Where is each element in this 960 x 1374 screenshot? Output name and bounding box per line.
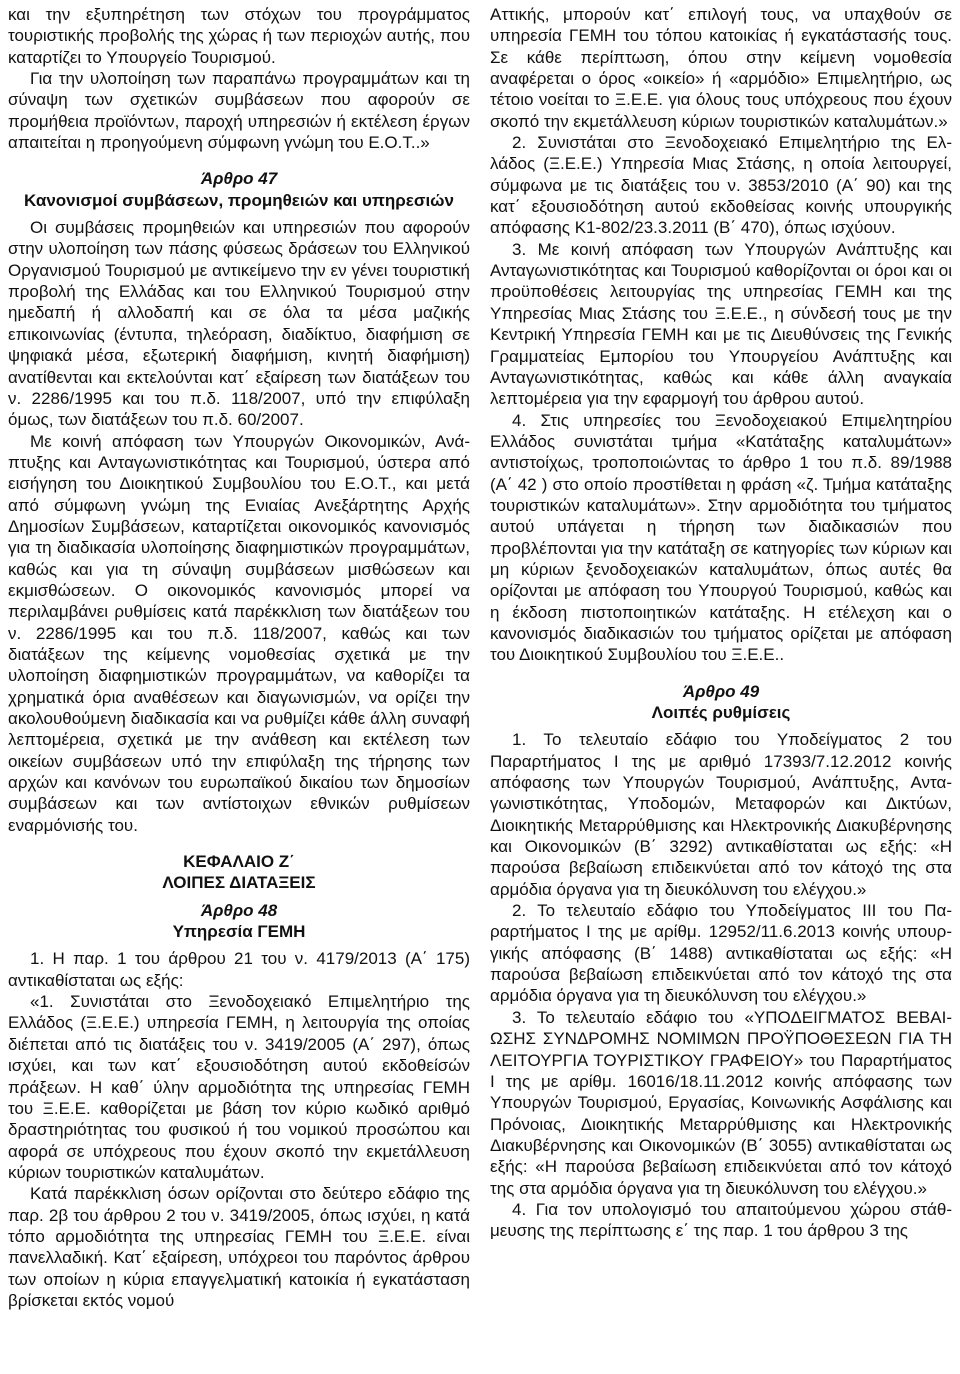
chapter-heading: ΚΕΦΑΛΑΙΟ Ζ΄ (183, 852, 295, 872)
article-47-number: Άρθρο 47 (200, 169, 278, 189)
paragraph: 1. Η παρ. 1 του άρθρου 21 του ν. 4179/2013 (Α΄ 175) αντικαθίσταται ως εξής: (8, 949, 470, 990)
chapter-title: ΛΟΙΠΕΣ ΔΙΑΤΑΞΕΙΣ (162, 873, 316, 893)
paragraph: 4. Στις υπηρεσίες του Ξενοδοχειακού Επιμελητηρίου Ελλάδος συνιστάται τμήμα «Κατάταξης καταλυμάτων» αντιστοίχως, τροποποιώντας το άρθρο 1 του π.δ. 89/1988 (Α΄ 42 ) στο οποίο προστίθεται η φράση «ζ. Τμήμα κατάταξης τουριστικών καταλυμάτων». Στην αρμοδιότητα του τμήματος αυτού υπάγεται η τήρηση των διαδικασιών που προβλέπονται για την κατάταξη σε κατηγορίες των κύριων και μη κύριων ξενοδοχειακών καταλυμάτων, όπως αυτές θα ορίζονται με απόφαση του Υπουργού Τουρισμού, καθώς και η έκδοση πιστοποιητικών κατάταξης. Η ετέλεχση και ο κανονισμός διαδικασιών του τμήματος ορίζεται με απόφαση του Διοικητικού Συμβουλίου του Ξ.Ε.Ε.. (490, 410, 952, 665)
paragraph: 4. Για τον υπολογισμό του απαιτούμενου χώρου στάθμευσης της περίπτωσης ε΄ της παρ. 1 του άρθρου 3 της (490, 1199, 952, 1241)
right-column (490, 4, 952, 1242)
paragraph: Κατά παρέκκλιση όσων ορίζονται στο δεύτερο εδάφιο της παρ. 2β του άρθρου 2 του ν. 3419/2005, όπως ισχύει, η κατά τόπο αρμοδιότητα της υπηρεσίας ΓΕΜΗ του Ξ.Ε.Ε. είναι πανελλαδική. Κατ΄ εξαίρεση, υπόχρεοι του παρόντος άρθρου των οποίων η κύρια επαγγελματική κατοικία ή εγκατάσταση βρίσκεται εκτός νομού (8, 1184, 470, 1310)
paragraph: «1. Συνιστάται στο Ξενοδοχειακό Επιμελητήριο της Ελλάδος (Ξ.Ε.Ε.) υπηρεσία ΓΕΜΗ, η λειτουργία της οποίας διέπεται από τις διατάξεις του ν. 3419/2005 (Α΄ 297), όπως ισχύει, και των κατ΄ εξουσιοδότηση αυτού εκδοθείσών πράξεων. Η καθ΄ ύλην αρμοδιότητα της υπηρεσίας ΓΕΜΗ του Ξ.Ε.Ε. καθορίζεται με βάση τον κύριο κωδικό αριθμό δραστηριότητας του φυσικού ή του νομικού προσώπου και αφορά σε υπόχρεους που έχουν σκοπό την εκμετάλλευση κύριων τουριστικών καταλυμάτων. (8, 992, 470, 1182)
paragraph: 1. Το τελευταίο εδάφιο του Υποδείγματος 2 του Παραρτήματος I της με αριθμό 17393/7.12.2012 κοινής απόφασης των Υπουργών Τουρισμού, Ανάπτυξης, Ανταγωνιστικότητας, Υποδομών, Μεταφορών και Δικτύων, Διοικητικής Μεταρρύθμισης και Ηλεκτρονικής Διακυβέρνησης και Οικονομικών (Β΄ 3292) αντικαθίσταται ως εξής: «Η παρούσα βεβαίωση επιδεικνύεται από τον κάτοχό της στα αρμόδια όργανα για τη διευκόλυνση του ελέγχου.» (490, 730, 952, 899)
paragraph: και την εξυπηρέτηση των στόχων του προγράμματος τουριστικής προβολής της χώρας ή των περιοχών αυτής, που καταρτίζει το Υπουργείο Τουρισμού. (8, 5, 470, 67)
paragraph: 2. Συνιστάται στο Ξενοδοχειακό Επιμελητήριο της Ελλάδος (Ξ.Ε.Ε.) Υπηρεσία Μιας Στάσης, η οποία λειτουργεί, σύμφωνα με τις διατάξεις του ν. 3853/2010 (Α΄ 90) και της κατ΄ εξουσιοδότηση αυτού εκδοθείσας κοινής υπουργικής απόφασης Κ1-802/23.3.2011 (Β΄ 470), όπως ισχύουν. (490, 133, 952, 238)
paragraph: Οι συμβάσεις προμηθειών και υπηρεσιών που αφορούν στην υλοποίηση των πάσης φύσεως δράσεων του Ελληνικού Οργανισμού Τουρισμού με αντικείμενο την εν γένει τουριστική προβολή της Ελλάδας και του Ελληνικού Τουρισμού στην ημεδαπή ή αλλοδαπή και σε όλα τα μέσα μαζικής επικοινωνίας (έντυπα, τηλεόραση, διαδίκτυο, διαφήμιση σε ψηφιακά μέσα, εξωτερική διαφήμιση, κινητή διαφήμιση) ανατίθενται και εκτελούνται κατ΄ εξαίρεση των διατάξεων του ν. 2286/1995 και του π.δ. 118/2007, υπό την επιφύλαξη όμως, των διατάξεων του π.δ. 60/2007. (8, 218, 470, 430)
article-49-title: Λοιπές ρυθμίσεις (651, 703, 791, 722)
paragraph: Για την υλοποίηση των παραπάνω προγραμμάτων και τη σύναψη των σχετικών συμβάσεων που αφορούν σε προμήθεια προϊόντων, παροχή υπηρεσιών ή εκτέλεση έργων απαιτείται η προηγούμενη σύμφωνη γνώμη του Ε.Ο.Τ..» (8, 69, 470, 153)
left-column (8, 4, 470, 1311)
article-47-title: Κανονισμοί συμβάσεων, προμηθειών και υπηρεσιών (23, 190, 454, 210)
paragraph: 3. Με κοινή απόφαση των Υπουργών Ανάπτυξης και Ανταγωνιστικότητας και Τουρισμού καθορίζονται οι όροι και οι προϋποθέσεις λειτουργίας της υπηρεσίας ΓΕΜΗ και της Υπηρεσίας Μιας Στάσης του Ξ.Ε.Ε., η σύνδεσή τους με την Κεντρική Υπηρεσία ΓΕΜΗ και με τις Διευθύνσεις της Γενικής Γραμματείας Εμπορίου του Υπουργείου Ανάπτυξης και Ανταγωνιστικότητας, καθώς και κάθε άλλη αναγκαία λεπτομέρεια για την εφαρμογή του άρθρου αυτού. (490, 239, 952, 409)
paragraph: Αττικής, μπορούν κατ΄ επιλογή τους, να υπαχθούν σε υπηρεσία ΓΕΜΗ του τόπου κατοικίας ή εγκατάστασής τους. Σε κάθε περίπτωση, όπου στην κείμενη νομοθεσία αναφέρεται ο όρος «οικείο» ή «αρμόδιο» Επιμελητήριο, ως τέτοιο νοείται το Ξ.Ε.Ε. για όλους τους υπόχρεους που έχουν σκοπό την εκμετάλλευση κύριων τουριστικών καταλυμάτων.» (490, 5, 952, 131)
paragraph: 2. Το τελευταίο εδάφιο του Υποδείγματος ΙΙΙ του Παραρτήματος I της με αρίθμ. 12952/11.6.2013 κοινής υπουργικής απόφασης (Β΄ 1488) αντικαθίσταται ως εξής: «Η παρούσα βεβαίωση επιδεικνύεται από τον κάτοχό της στα αρμόδια όργανα για τη διευκόλυνση του ελέγχου.» (490, 901, 952, 1006)
article-48-title: Υπηρεσία ΓΕΜΗ (172, 922, 306, 942)
article-49-number: Άρθρο 49 (682, 681, 760, 701)
article-48-number: Άρθρο 48 (200, 900, 278, 920)
paragraph: 3. Το τελευταίο εδάφιο του «ΥΠΟΔΕΙΓΜΑΤΟΣ ΒΕΒΑΙΩΣΗΣ ΣΥΝΔΡΟΜΗΣ ΝΟΜΙΜΩΝ ΠΡΟΫΠΟΘΕΣΕΩΝ ΓΙΑ ΤΗ ΛΕΙΤΟΥΡΓΙΑ ΤΟΥΡΙΣΤΙΚΟΥ ΓΡΑΦΕΙΟΥ» του Παραρτήματος I της με αρίθμ. 16016/18.11.2012 κοινής απόφασης των Υπουργών Τουρισμού, Εργασίας, Κοινωνικής Ασφάλισης και Πρόνοιας, Διοικητικής Μεταρρύθμισης και Ηλεκτρονικής Διακυβέρνησης και Οικονομικών (Β΄ 3055) αντικαθίσταται ως εξής: «Η παρούσα βεβαίωση επιδεικνύεται από τον κάτοχό της στα αρμόδια όργανα για τη διευκόλυνση του ελέγχου.» (490, 1007, 952, 1198)
paragraph: Με κοινή απόφαση των Υπουργών Οικονομικών, Ανάπτυξης και Ανταγωνιστικότητας και Τουρισμού, ύστερα από εισήγηση του Διοικητικού Συμβουλίου του Ε.Ο.Τ., και μετά από σύμφωνη γνώμη της Ενιαίας Ανεξάρτητης Αρχής Δημοσίων Συμβάσεων, καταρτίζεται οικονομικός κανονισμός για τη διαδικασία υλοποίησης διαφημιστικών προγραμμάτων, καθώς και για τη σύναψη συμβάσεων μισθώσεων και εκμισθώσεων. Ο οικονομικός κανονισμός μπορεί να περιλαμβάνει ρυθμίσεις κατά παρέκκλιση των διατάξεων του ν. 2286/1995 και του π.δ. 118/2007, καθώς και των διατάξεων της κείμενης νομοθεσίας σχετικά με την υλοποίηση διαφημιστικών προγραμμάτων, να καθορίζει τα χρηματικά όρια αναθέσεων και διαγωνισμών, να ορίζει την ακολουθούμενη διαδικασία και να ρυθμίζει κάθε άλλη συναφή λεπτομέρεια, σχετικά με την ανάθεση και εκτέλεση των οικείων συμβάσεων υπό την επιφύλαξη της τήρησης των αρχών και κανόνων του ευρωπαϊκού δικαίου των δημοσίων συμβάσεων και των αντίστοιχων εθνικών ρυθμίσεων εναρμόνισής του. (8, 431, 470, 835)
